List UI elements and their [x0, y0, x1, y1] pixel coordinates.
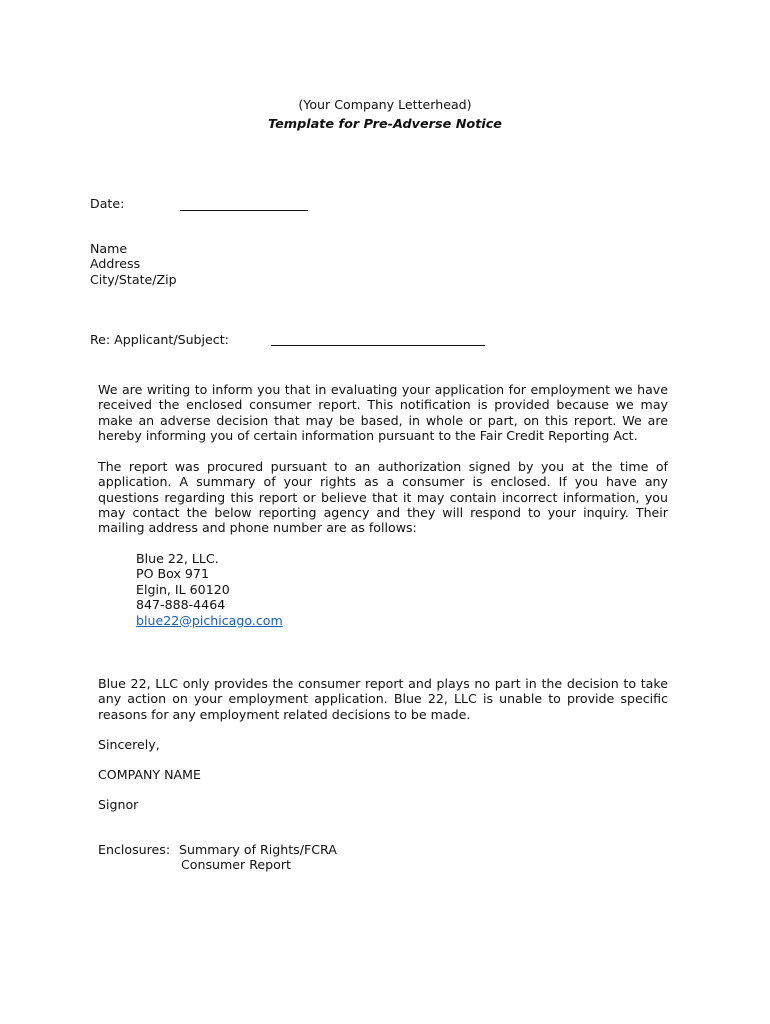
page-title: Template for Pre-Adverse Notice [268, 117, 502, 132]
enclosure-item: Summary of Rights/FCRA [179, 842, 337, 857]
agency-email-link[interactable]: blue22@pichicago.com [136, 612, 283, 628]
recipient-name: Name [90, 241, 128, 256]
letterhead-placeholder: (Your Company Letterhead) [298, 97, 472, 112]
paragraph-intro [98, 382, 668, 443]
signor: Signor [98, 797, 139, 812]
paragraph-line: received the enclosed consumer report. This notification is provided because we may [98, 397, 668, 413]
date-blank-line [180, 210, 308, 211]
closing: Sincerely, [98, 737, 160, 752]
re-blank-line [271, 345, 485, 346]
paragraph-disclaimer [98, 676, 668, 722]
recipient-city-state-zip: City/State/Zip [90, 271, 177, 287]
enclosure-item: Consumer Report [181, 857, 291, 873]
paragraph-line: Blue 22, LLC only provides the consumer report and plays no part in the decision to take [98, 676, 668, 691]
paragraph-line: reasons for any employment related decisions to be made. [98, 706, 471, 722]
agency-address-block [136, 551, 283, 628]
company-name: COMPANY NAME [98, 767, 201, 782]
paragraph-line: hereby informing you of certain information pursuant to the Fair Credit Reporting Act. [98, 427, 638, 443]
paragraph-line: We are writing to inform you that in evaluating your application for employment we have [98, 382, 668, 397]
paragraph-line: application. A summary of your rights as a consumer is enclosed. If you have any [98, 474, 668, 490]
paragraph-line: questions regarding this report or believe that it may contain incorrect information, you [98, 489, 668, 505]
agency-city: Elgin, IL 60120 [136, 581, 230, 597]
agency-po-box: PO Box 971 [136, 566, 209, 582]
recipient-address: Address [90, 256, 141, 272]
date-label: Date: [90, 196, 125, 211]
paragraph-procurement [98, 459, 668, 535]
re-label: Re: Applicant/Subject: [90, 332, 229, 347]
enclosures-list [179, 842, 337, 873]
paragraph-line: any action on your employment application. Blue 22, LLC is unable to provide specific [98, 691, 668, 707]
paragraph-line: may contact the below reporting agency and they will respond to your inquiry. Their [98, 504, 668, 520]
paragraph-line: mailing address and phone number are as follows: [98, 520, 417, 536]
recipient-address-block [90, 241, 177, 287]
agency-phone: 847-888-4464 [136, 597, 226, 613]
enclosures-label: Enclosures: [98, 842, 171, 857]
paragraph-line: make an adverse decision that may be based, in whole or part, on this report. We are [98, 412, 668, 428]
agency-name: Blue 22, LLC. [136, 551, 219, 566]
paragraph-line: The report was procured pursuant to an authorization signed by you at the time of [98, 459, 668, 474]
